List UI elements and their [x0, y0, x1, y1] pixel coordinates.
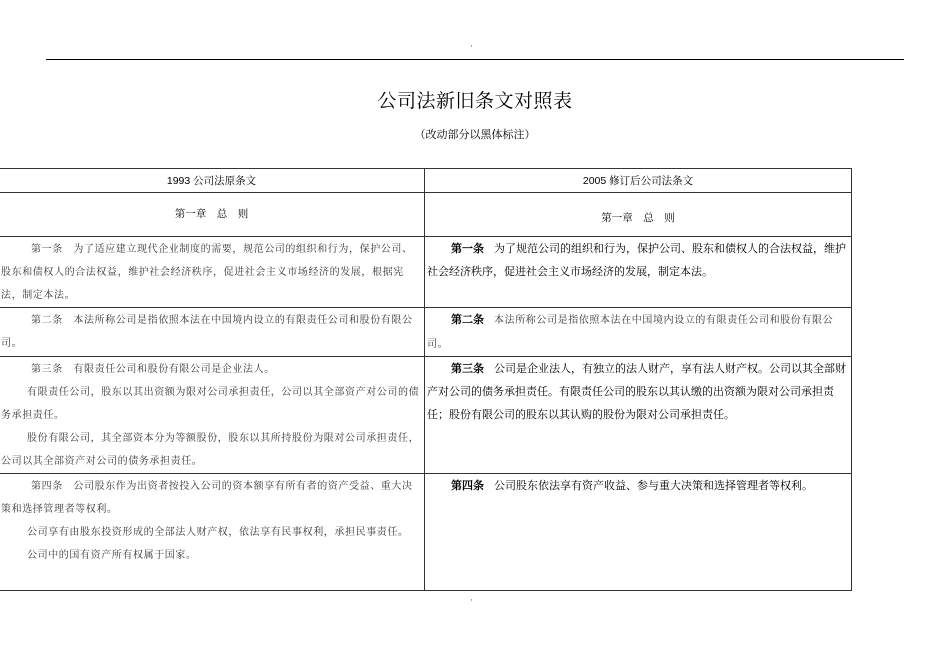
new-article-1 — [425, 237, 852, 308]
old-article-4 — [0, 474, 425, 591]
table-row — [0, 357, 852, 474]
document-title: 公司法新旧条文对照表 — [377, 90, 573, 112]
new-article-4 — [425, 474, 852, 591]
new-article-text: 为了规范公司的组织和行为，保护公司、股东和债权人的合法权益，维护社会经济秩序，促进社会主义市场经济的发展，制定本法。 — [427, 242, 846, 278]
old-article-paragraph: 公司享有由股东投资形成的全部法人财产权，依法享有民事权利，承担民事责任。 — [27, 527, 409, 538]
old-article-3 — [0, 357, 425, 474]
new-article-text: 公司股东依法享有资产收益、参与重大决策和选择管理者等权利。 — [494, 479, 813, 492]
old-article-paragraph: 第四条 公司股东作为出资者按投入公司的资本额享有所有者的资产受益、重大决策和选择管理者等权利。 — [1, 481, 413, 515]
column-header-old: 1993 公司法原条文 — [0, 169, 425, 193]
document-subtitle: （改动部分以黑体标注） — [414, 128, 536, 141]
new-article-text: 公司是企业法人，有独立的法人财产，享有法人财产权。公司以其全部财产对公司的债务承担责任。有限责任公司的股东以其认缴的出资额为限对公司承担责任；股份有限公司的股东以其认购的股份为限对公司承担责任。 — [427, 362, 846, 421]
table-row — [0, 308, 852, 357]
new-article-2 — [425, 308, 852, 357]
column-header-new: 2005 修订后公司法条文 — [425, 169, 852, 193]
header-dot: · — [470, 42, 473, 52]
old-article-paragraph: 有限责任公司，股东以其出资额为限对公司承担责任，公司以其全部资产对公司的债务承担责任。 — [1, 387, 420, 421]
comparison-table — [0, 168, 852, 591]
article-number: 第四条 — [451, 479, 484, 492]
table-row — [0, 474, 852, 591]
old-article-paragraph: 公司中的国有资产所有权属于国家。 — [27, 550, 197, 561]
header-rule — [46, 59, 904, 60]
chapter-heading-new: 第一章 总 则 — [425, 193, 852, 237]
chapter-heading-old: 第一章 总 则 — [0, 193, 425, 237]
old-article-1 — [0, 237, 425, 308]
new-article-3 — [425, 357, 852, 474]
article-number: 第三条 — [451, 362, 484, 375]
table-header-row — [0, 169, 852, 193]
article-number: 第一条 — [451, 242, 484, 255]
old-article-paragraph: 第二条 本法所称公司是指依照本法在中国境内设立的有限责任公司和股份有限公司。 — [1, 315, 413, 349]
old-article-paragraph: 股份有限公司，其全部资本分为等额股份，股东以其所持股份为限对公司承担责任，公司以其全部资产对公司的债务承担责任。 — [1, 433, 420, 467]
old-article-paragraph: 第三条 有限责任公司和股份有限公司是企业法人。 — [31, 364, 275, 375]
old-article-paragraph: 第一条 为了适应建立现代企业制度的需要，规范公司的组织和行为，保护公司、股东和债权人的合法权益，维护社会经济秩序，促进社会主义市场经济的发展，根据宪法，制定本法。 — [1, 244, 413, 301]
article-number: 第二条 — [451, 313, 484, 326]
table-row — [0, 237, 852, 308]
old-article-2 — [0, 308, 425, 357]
new-article-text: 本法所称公司是指依照本法在中国境内设立的有限责任公司和股份有限公司。 — [427, 315, 834, 350]
footer-dot: · — [470, 596, 473, 606]
chapter-row — [0, 193, 852, 237]
